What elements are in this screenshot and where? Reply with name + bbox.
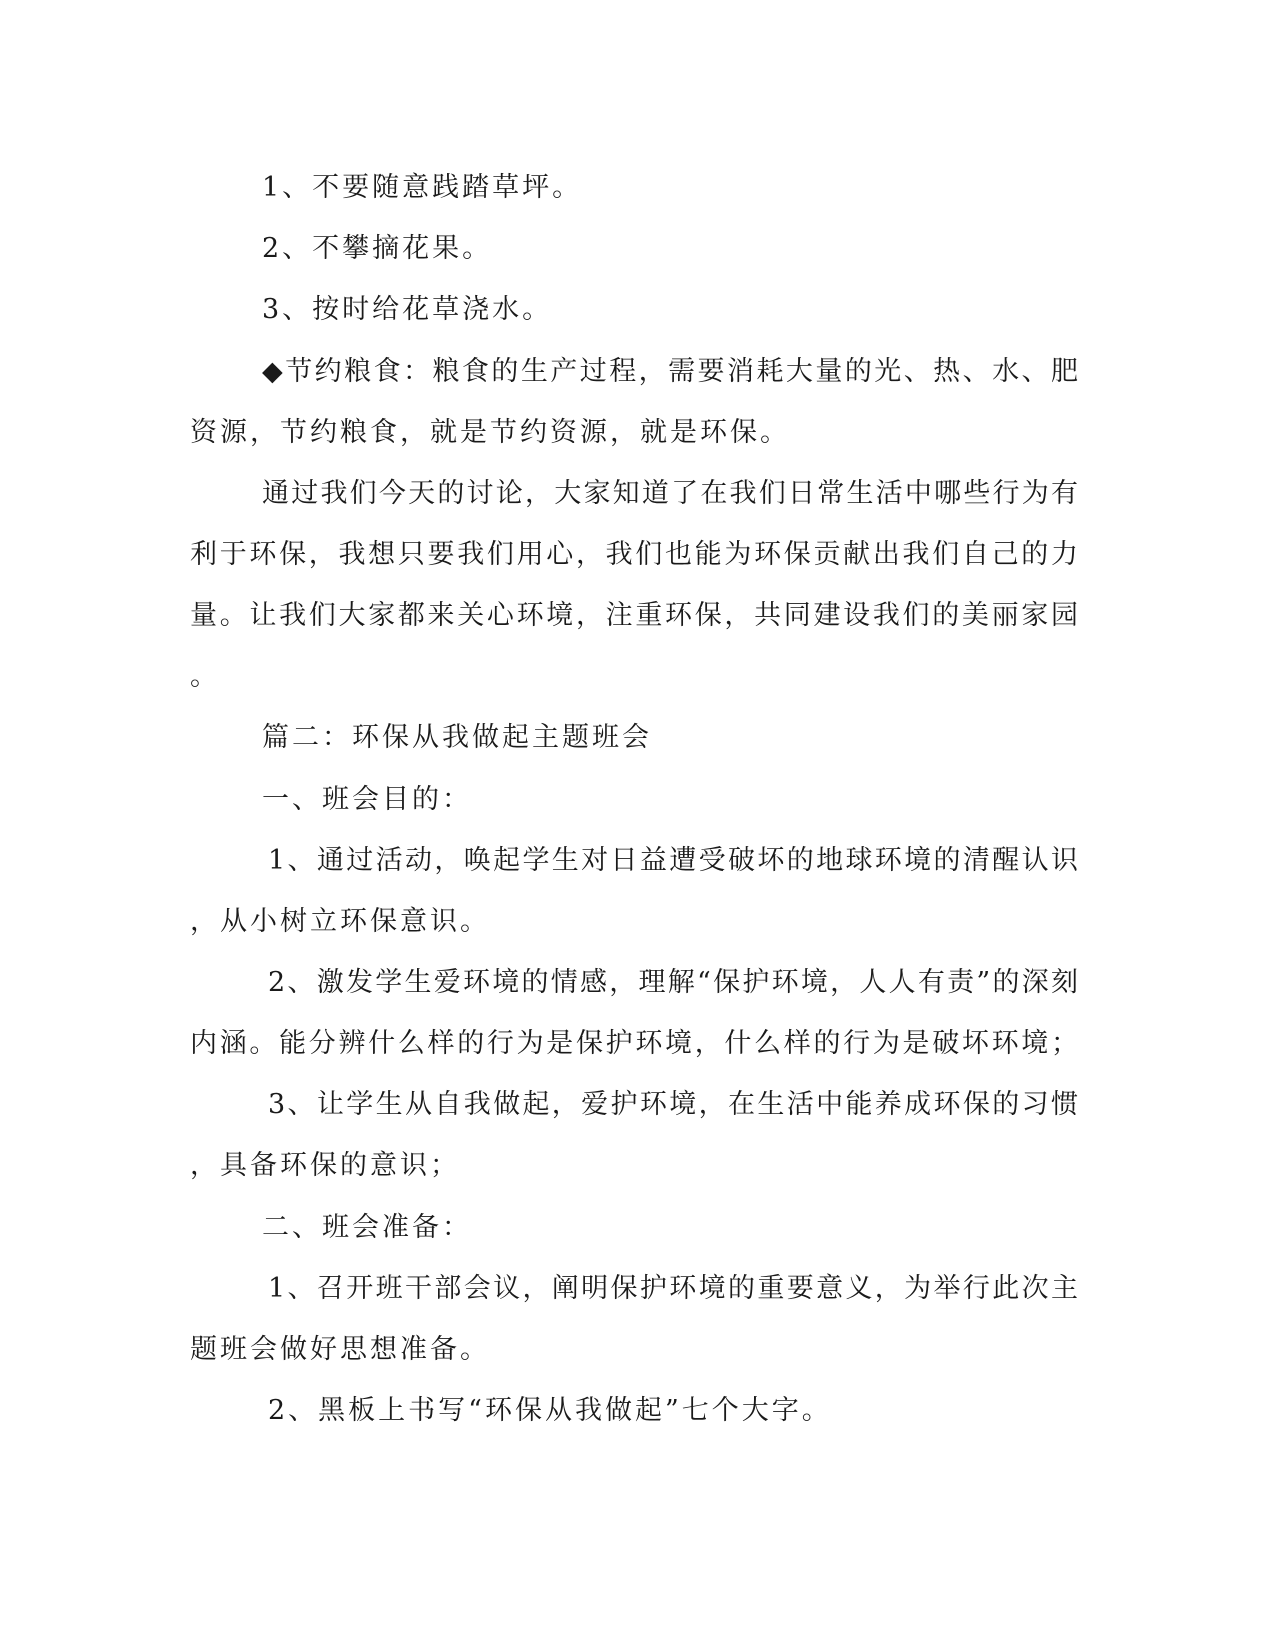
subsection-heading: 二、班会准备： <box>262 1212 472 1243</box>
text-line: ◆节约粮食：粮食的生产过程，需要消耗大量的光、热、水、肥 <box>262 356 1078 387</box>
section-heading: 篇二：环保从我做起主题班会 <box>262 722 652 753</box>
text-line: 题班会做好思想准备。 <box>190 1334 490 1365</box>
text-line: ，具备环保的意识； <box>190 1150 460 1181</box>
text-line: 。 <box>190 661 220 692</box>
text-line: 利于环保，我想只要我们用心，我们也能为环保贡献出我们自己的力 <box>190 539 1078 570</box>
text-line: 3、让学生从自我做起，爱护环境，在生活中能养成环保的习惯 <box>268 1089 1078 1120</box>
text-line: ，从小树立环保意识。 <box>190 906 490 937</box>
text-line: 2、不攀摘花果。 <box>262 233 493 264</box>
text-line: 资源，节约粮食，就是节约资源，就是环保。 <box>190 417 790 448</box>
text-line: 量。让我们大家都来关心环境，注重环保，共同建设我们的美丽家园 <box>190 600 1078 631</box>
text-line: 内涵。能分辨什么样的行为是保护环境，什么样的行为是破坏环境； <box>190 1028 1078 1059</box>
text-line: 1、通过活动，唤起学生对日益遭受破坏的地球环境的清醒认识 <box>268 845 1078 876</box>
text-line: 通过我们今天的讨论，大家知道了在我们日常生活中哪些行为有 <box>262 478 1078 509</box>
text-line: 1、召开班干部会议，阐明保护环境的重要意义，为举行此次主 <box>268 1273 1078 1304</box>
text-line: 1、不要随意践踏草坪。 <box>262 172 583 203</box>
text-line: 3、按时给花草浇水。 <box>262 294 553 325</box>
text-line: 2、激发学生爱环境的情感，理解“保护环境，人人有责”的深刻 <box>268 967 1078 998</box>
text-line: 2、黑板上书写“环保从我做起”七个大字。 <box>268 1395 832 1426</box>
subsection-heading: 一、班会目的： <box>262 784 472 815</box>
